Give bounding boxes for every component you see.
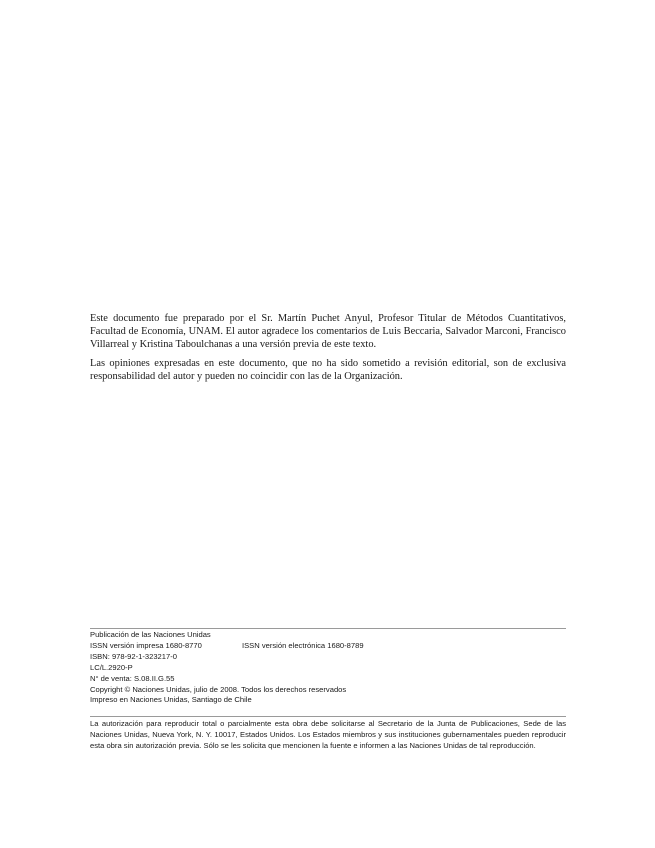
sales-number-line: N° de venta: S.08.II.G.55 bbox=[90, 673, 175, 683]
disclaimer-paragraph: Las opiniones expresadas en este documento, que no ha sido sometido a revisión editorial, son de exclusiva responsabilidad del autor y pueden no coincidir con las de la Organización. bbox=[90, 358, 566, 382]
publication-info-block bbox=[90, 630, 566, 706]
publisher-line: Publicación de las Naciones Unidas bbox=[90, 630, 211, 639]
printed-line: Impreso en Naciones Unidas, Santiago de Chile bbox=[90, 695, 252, 705]
issn-print: ISSN versión impresa 1680-8770 bbox=[90, 640, 202, 650]
bottom-divider bbox=[90, 716, 566, 717]
lc-code-line: LC/L.2920-P bbox=[90, 662, 133, 672]
issn-row bbox=[90, 641, 566, 652]
isbn-line: ISBN: 978-92-1-323217-0 bbox=[90, 651, 177, 661]
top-divider bbox=[90, 628, 566, 629]
issn-electronic: ISSN versión electrónica 1680-8789 bbox=[242, 640, 364, 650]
reproduction-authorization-paragraph: La autorización para reproducir total o parcialmente esta obra debe solicitarse al Secretario de la Junta de Publicaciones, Sede de las Naciones Unidas, Nueva York, N. Y. 10017, Estados Unidos. Los Estados miembros y sus instituciones gubernamentales pueden reproducir esta obra sin autorización previa. Sólo se les solicita que mencionen la fuente e informen a las Naciones Unidas de tal reproducción. bbox=[90, 719, 566, 750]
author-credits-paragraph: Este documento fue preparado por el Sr. Martín Puchet Anyul, Profesor Titular de Métodos Cuantitativos, Facultad de Economía, UNAM. El autor agradece los comentarios de Luis Beccaria, Salvador Marconi, Francisco Villarreal y Kristina Taboulchanas a una versión previa de este texto. bbox=[90, 313, 566, 350]
copyright-line: Copyright © Naciones Unidas, julio de 2008. Todos los derechos reservados bbox=[90, 684, 347, 694]
